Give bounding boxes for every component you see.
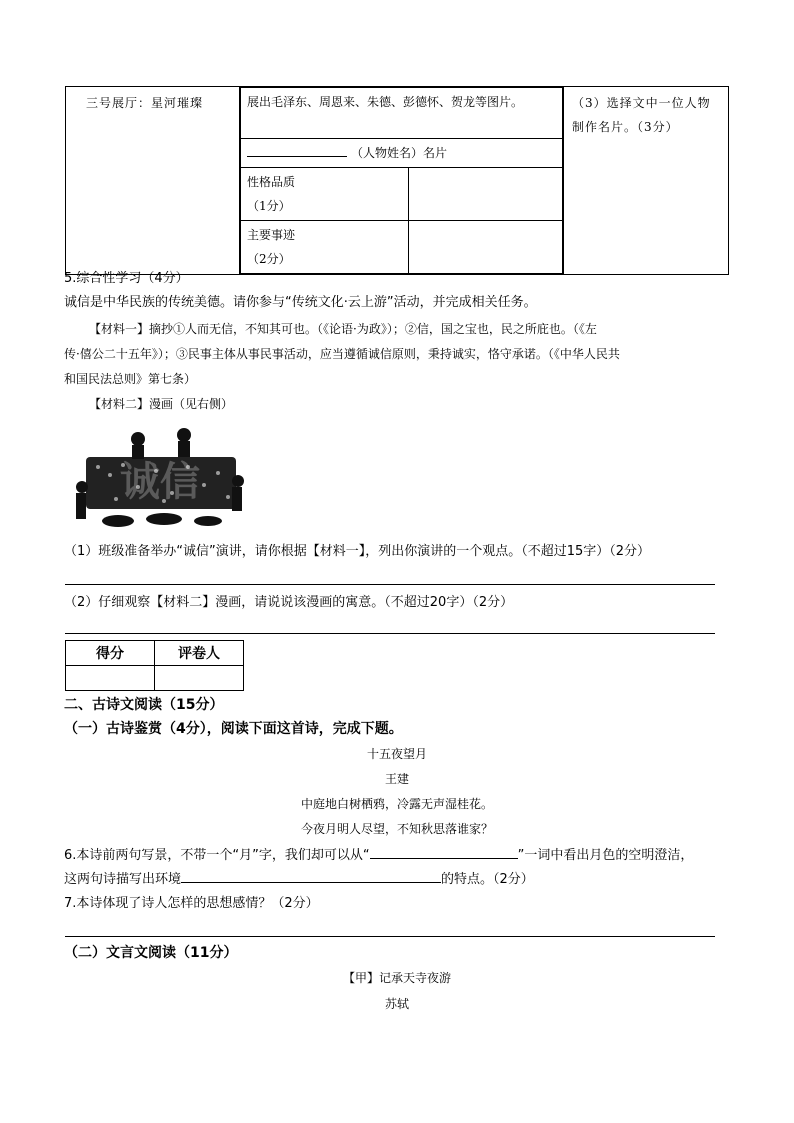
classical-part-title: （二）文言文阅读（11分）	[64, 945, 238, 961]
material2-label: 【材料二】漫画（见右侧）	[89, 397, 234, 411]
text-title: 【甲】记承天寺夜游	[342, 971, 451, 985]
q5-intro: 诚信是中华民族的传统美德。请你参与“传统文化·云上游”活动，并完成相关任务。	[64, 295, 537, 310]
q5-title: 5.综合性学习（4分）	[64, 271, 189, 286]
q5-sub1: （1）班级准备举办“诚信”演讲，请你根据【材料一】，列出你演讲的一个观点。（不超过15字）（2分）	[64, 544, 651, 559]
q6-blank-2[interactable]	[181, 868, 441, 883]
exhibit-table	[65, 86, 729, 275]
poem-line-2: 今夜月明人尽望，不知秋思落谁家？	[300, 822, 493, 836]
name-card-row	[241, 139, 563, 168]
section2-title: 二、古诗文阅读（15分）	[64, 697, 224, 713]
task-cell: （3）选择文中一位人物制作名片。（3分）	[564, 87, 729, 275]
answer-line-2[interactable]	[65, 633, 715, 634]
name-card-label: （人物姓名）名片	[351, 146, 448, 160]
trait-score: （1分）	[247, 199, 291, 213]
exhibit-cell	[240, 87, 564, 275]
score-header: 得分	[66, 641, 155, 666]
q6-text-d: 的特点。（2分）	[441, 872, 534, 887]
material1-line3: 和国民法总则》第七条）	[64, 372, 197, 386]
trait-answer-cell[interactable]	[409, 168, 563, 221]
q5-sub2: （2）仔细观察【材料二】漫画，请说说该漫画的寓意。（不超过20字）（2分）	[64, 595, 514, 610]
poem-author: 王建	[384, 772, 409, 786]
poem-line-1: 中庭地白树栖鸦，冷露无声湿桂花。	[300, 797, 493, 811]
name-blank[interactable]	[247, 142, 347, 157]
q6-text-a: 6.本诗前两句写景，不带一个“月”字，我们却可以从“	[64, 848, 370, 863]
q6-text-b: ”一词中看出月色的空明澄洁，	[517, 848, 694, 863]
q6-blank-1[interactable]	[370, 844, 518, 859]
answer-line-1[interactable]	[65, 584, 715, 585]
answer-line-3[interactable]	[65, 936, 715, 937]
poem-title: 十五夜望月	[366, 747, 427, 761]
poem-part-title: （一）古诗鉴赏（4分），阅读下面这首诗，完成下题。	[64, 721, 403, 737]
deed-label: 主要事迹	[247, 228, 296, 242]
q6-text-c: 这两句诗描写出环境	[64, 872, 182, 887]
cartoon-text: 诚信	[120, 458, 200, 505]
text-author: 苏轼	[384, 997, 409, 1011]
trait-label-cell	[241, 168, 409, 221]
material1-line2: 传·僖公二十五年》）；③民事主体从事民事活动，应当遵循诚信原则，秉持诚实，恪守承诺。（《中华人民共	[64, 347, 620, 361]
q6-line-2	[64, 868, 730, 891]
q6-line-1	[64, 844, 730, 867]
hall-cell: 三号展厅：星河璀璨	[66, 87, 240, 275]
integrity-cartoon	[68, 427, 250, 531]
score-table	[65, 640, 244, 691]
trait-label: 性格品质	[247, 175, 296, 189]
score-cell[interactable]	[66, 666, 155, 691]
material1-line1: 【材料一】摘抄①人而无信，不知其可也。（《论语·为政》）；②信，国之宝也，民之所庇也。（《左	[89, 322, 597, 336]
deed-label-cell	[241, 221, 409, 274]
grader-header: 评卷人	[155, 641, 244, 666]
exhibit-text: 展出毛泽东、周恩来、朱德、彭德怀、贺龙等图片。	[241, 88, 563, 139]
deed-score: （2分）	[247, 252, 291, 266]
grader-cell[interactable]	[155, 666, 244, 691]
deed-answer-cell[interactable]	[409, 221, 563, 274]
q7: 7.本诗体现了诗人怎样的思想感情？（2分）	[64, 896, 319, 911]
